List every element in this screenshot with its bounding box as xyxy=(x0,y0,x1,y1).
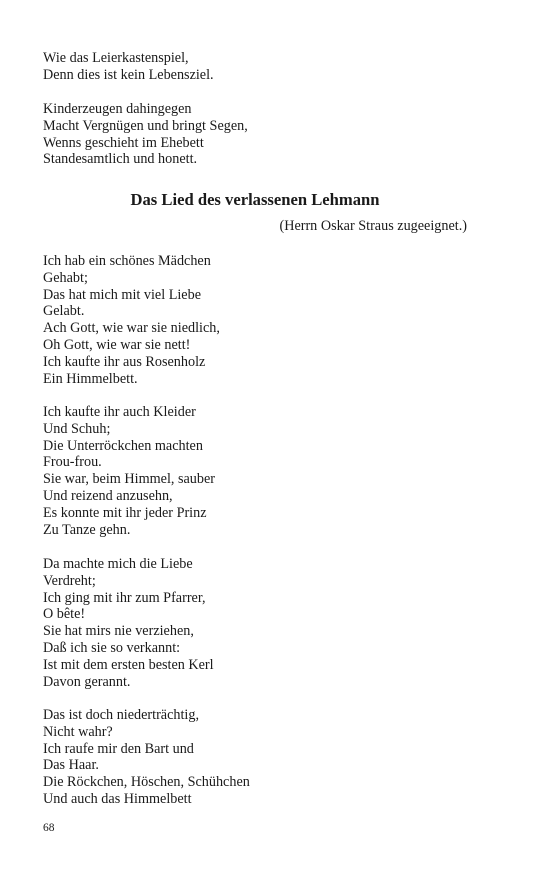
verse-line: Ist mit dem ersten besten Kerl xyxy=(43,656,214,673)
verse-line: Das Haar. xyxy=(43,757,99,774)
poem-dedication: (Herrn Oskar Straus zugeeignet.) xyxy=(279,218,467,234)
verse-line: Gehabt; xyxy=(43,269,88,286)
verse-line: Verdreht; xyxy=(43,572,96,589)
verse-line: Ich kaufte ihr auch Kleider xyxy=(43,404,196,420)
verse-line: Nicht wahr? xyxy=(43,723,113,740)
stanza-3 xyxy=(43,556,214,690)
verse-line: Und reizend anzusehn, xyxy=(43,487,173,504)
verse-line: Und auch das Himmelbett xyxy=(43,790,192,807)
verse-line: Ich hab ein schönes Mädchen xyxy=(43,253,211,269)
verse-line: Ich raufe mir den Bart und xyxy=(43,740,194,757)
verse-line: Kinderzeugen dahingegen xyxy=(43,101,192,117)
verse-line: Standesamtlich und honett. xyxy=(43,151,198,168)
verse-line: Die Unterröckchen machten xyxy=(43,437,203,454)
verse-line: Das hat mich mit viel Liebe xyxy=(43,286,201,303)
page-number: 68 xyxy=(43,822,55,834)
verse-line: Die Röckchen, Höschen, Schühchen xyxy=(43,774,250,791)
poem-title: Das Lied des verlassenen Lehmann xyxy=(130,190,380,209)
stanza-top-2 xyxy=(43,101,248,168)
stanza-4 xyxy=(43,707,250,808)
verse-line: Ein Himmelbett. xyxy=(43,370,138,387)
verse-line: Daß ich sie so verkannt: xyxy=(43,639,181,656)
verse-line: Wenns geschieht im Ehebett xyxy=(43,134,204,151)
verse-line: Das ist doch niederträchtig, xyxy=(43,707,200,723)
verse-line: Ach Gott, wie war sie niedlich, xyxy=(43,320,220,337)
verse-line: O bête! xyxy=(43,606,86,623)
stanza-2 xyxy=(43,404,215,538)
verse-line: Gelabt. xyxy=(43,303,85,320)
verse-line: Davon gerannt. xyxy=(43,673,131,690)
verse-line: Da machte mich die Liebe xyxy=(43,556,193,572)
stanza-top-1 xyxy=(43,50,214,84)
verse-line: Zu Tanze gehn. xyxy=(43,521,131,538)
verse-line: Ich kaufte ihr aus Rosenholz xyxy=(43,353,206,370)
verse-line: Ich ging mit ihr zum Pfarrer, xyxy=(43,589,206,606)
verse-line: Wie das Leierkastenspiel, xyxy=(43,50,189,66)
verse-line: Sie hat mirs nie verziehen, xyxy=(43,623,194,640)
verse-line: Sie war, beim Himmel, sauber xyxy=(43,471,216,488)
verse-line: Und Schuh; xyxy=(43,420,111,437)
verse-line: Frou-frou. xyxy=(43,454,102,471)
verse-line: Macht Vergnügen und bringt Segen, xyxy=(43,117,248,134)
stanza-1 xyxy=(43,253,220,387)
verse-line: Oh Gott, wie war sie nett! xyxy=(43,336,191,353)
verse-line: Denn dies ist kein Lebensziel. xyxy=(43,66,214,83)
verse-line: Es konnte mit ihr jeder Prinz xyxy=(43,504,207,521)
